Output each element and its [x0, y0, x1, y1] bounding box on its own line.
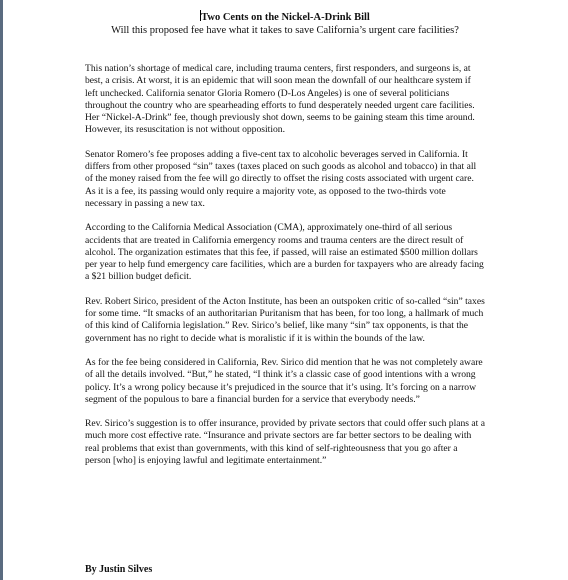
paragraph-4: Rev. Robert Sirico, president of the Acton Institute, has been an outspoken critic of so-called “sin” taxes for some time. “It smacks of an authoritarian Puritanism that has been, for too long, a hallmark of much of this kind of California legislation.” Rev. Sirico’s belief, like many “sin” tax opponents, is that the government has no right to decide what is moralistic if it is within the bounds of the law.: [85, 295, 485, 344]
document-subtitle: Will this proposed fee have what it takes to save California’s urgent care facilities?: [111, 25, 459, 36]
document-body[interactable]: [85, 10, 485, 467]
document-page[interactable]: [3, 0, 568, 580]
paragraph-2: Senator Romero’s fee proposes adding a five-cent tax to alcoholic beverages served in California. It differs from other proposed “sin” taxes (taxes placed on such goods as alcohol and tobacco) in that all of the money raised from the fee will go directly to offset the rising costs associated with urgent care. As it is a fee, its passing would only require a majority vote, as opposed to the two-thirds vote necessary in passing a new tax.: [85, 148, 477, 209]
author-byline: By Justin Silves: [85, 564, 153, 575]
paragraph-1: This nation’s shortage of medical care, including trauma centers, first responders, and surgeons is, at best, a crisis. At worst, it is an epidemic that will soon mean the downfall of our healthcare system if left unchecked. California senator Gloria Romero (D-Los Angeles) is one of several politicians throughout the country who are spearheading efforts to fund desperately needed urgent care facilities. Her “Nickel-A-Drink” fee, though previously shot down, seems to be gaining steam this time around. However, its resuscitation is not without opposition.: [85, 63, 475, 136]
paragraph-3: According to the California Medical Association (CMA), approximately one-third of all serious accidents that are treated in California emergency rooms and trauma centers are the direct result of alcohol. The organization estimates that this fee, if passed, will raise an estimated $500 million dollars per year to help fund emergency care facilities, which are a burden for taxpayers who are already facing a $21 billion budget deficit.: [85, 222, 484, 283]
paragraph-6: Rev. Sirico’s suggestion is to offer insurance, provided by private sectors that could offer such plans at a much more cost effective rate. “Insurance and private sectors are far better sectors to be dealing with real problems that exist than governments, with this kind of self-righteousness that you go after a person [who] is enjoying lawful and legitimate entertainment.”: [85, 418, 485, 467]
document-title: [85, 10, 485, 24]
paragraph-5: As for the fee being considered in California, Rev. Sirico did mention that he was not completely aware of all the details involved. “But,” he stated, “I think it’s a classic case of good intentions with a wrong policy. It’s a wrong policy because it’s prejudiced in the source that it’s using. It’s forcing on a narrow segment of the populous to bare a financial burden for a service that everybody needs.”: [85, 356, 483, 405]
document-title-text: Two Cents on the Nickel-A-Drink Bill: [201, 12, 370, 23]
